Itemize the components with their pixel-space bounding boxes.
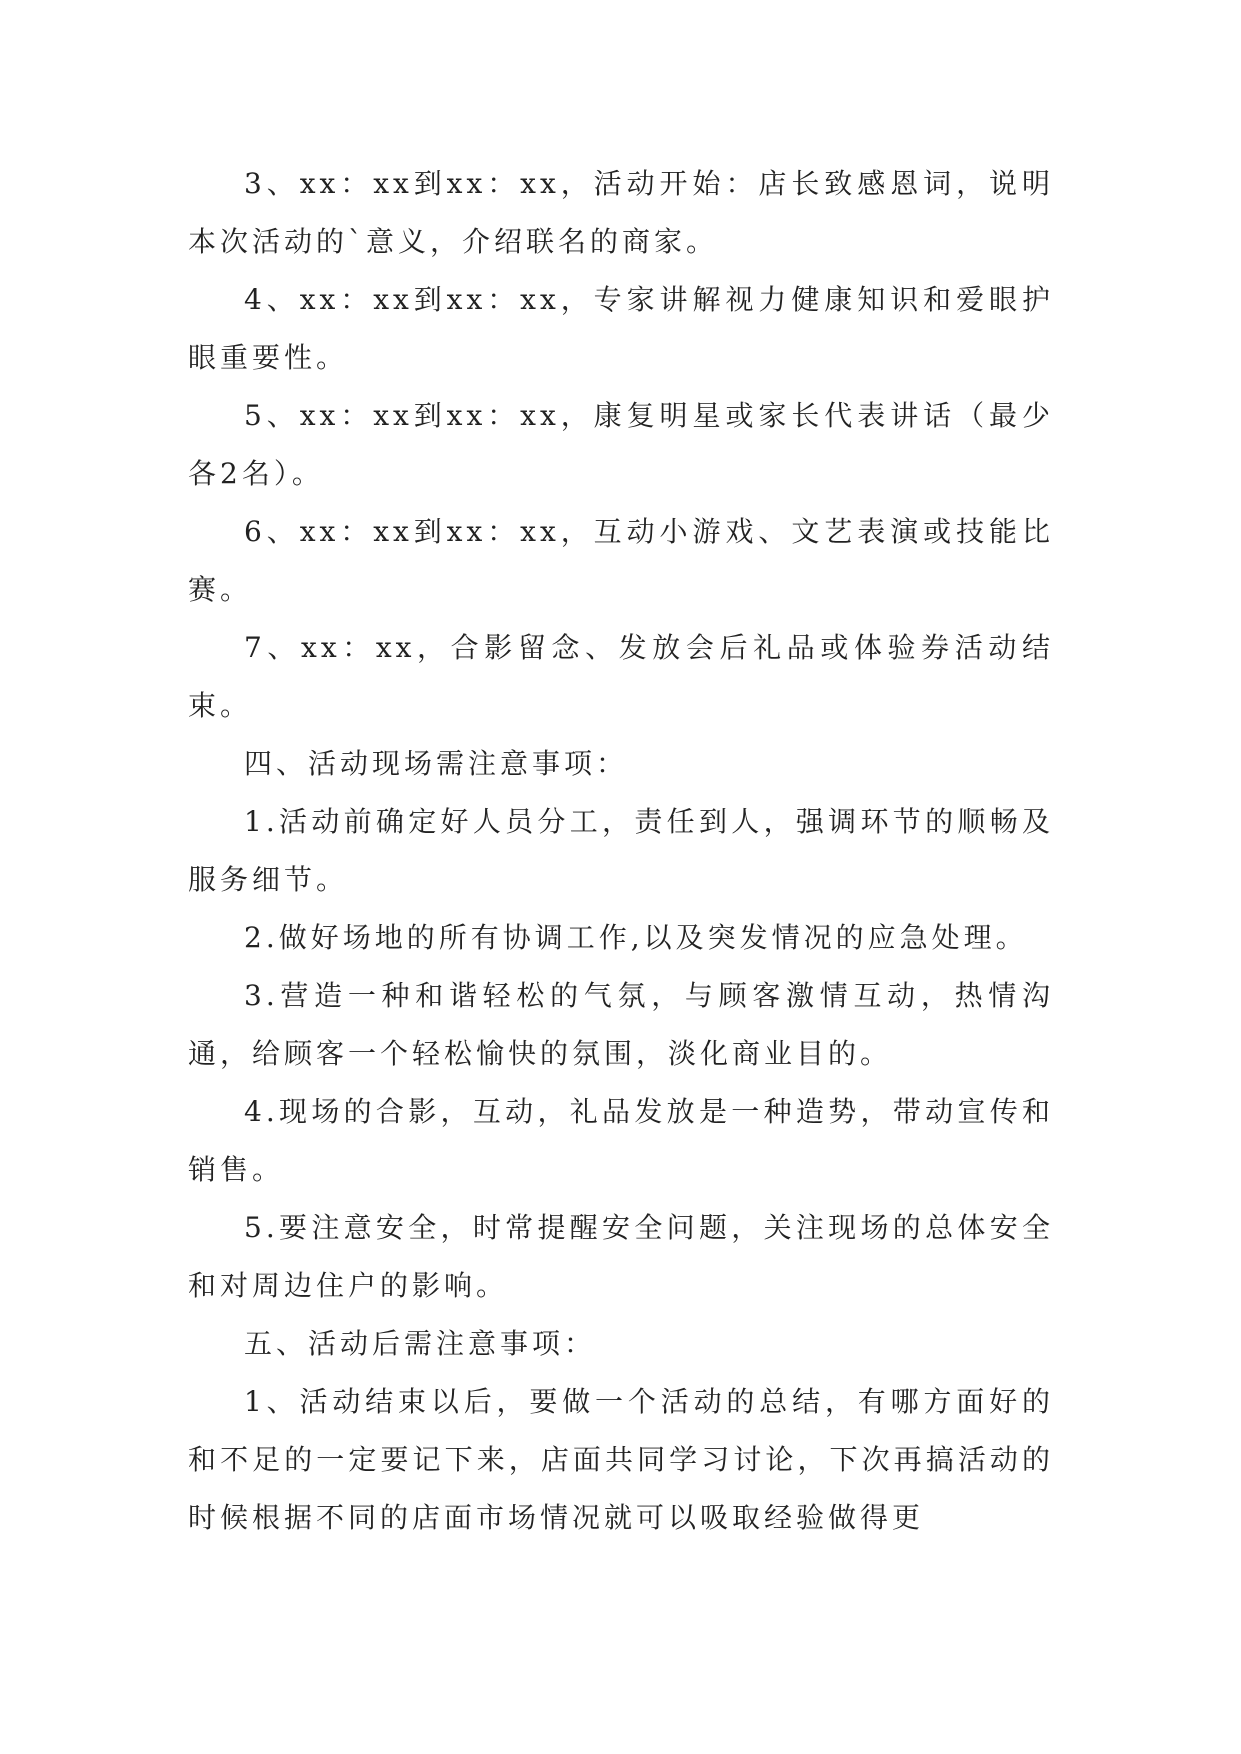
schedule-item-3: 3、xx：xx到xx：xx，活动开始：店长致感恩词，说明本次活动的`意义，介绍联名的商家。 xyxy=(188,167,1054,258)
onsite-note-2: 2.做好场地的所有协调工作,以及突发情况的应急处理。 xyxy=(244,921,1028,954)
schedule-item-6: 6、xx：xx到xx：xx，互动小游戏、文艺表演或技能比赛。 xyxy=(188,515,1054,606)
section-heading-4: 四、活动现场需注意事项： xyxy=(244,747,629,780)
section-heading-5: 五、活动后需注意事项： xyxy=(244,1327,597,1360)
onsite-note-1: 1.活动前确定好人员分工，责任到人，强调环节的顺畅及服务细节。 xyxy=(188,805,1054,896)
schedule-item-5: 5、xx：xx到xx：xx，康复明星或家长代表讲话（最少各2名）。 xyxy=(188,399,1054,490)
post-event-note-1: 1、活动结束以后，要做一个活动的总结，有哪方面好的和不足的一定要记下来，店面共同学习讨论，下次再搞活动的时候根据不同的店面市场情况就可以吸取经验做得更 xyxy=(188,1385,1054,1534)
onsite-note-4: 4.现场的合影，互动，礼品发放是一种造势，带动宣传和销售。 xyxy=(188,1095,1054,1186)
document-body xyxy=(188,155,1054,1547)
onsite-note-5: 5.要注意安全，时常提醒安全问题，关注现场的总体安全和对周边住户的影响。 xyxy=(188,1211,1054,1302)
schedule-item-4: 4、xx：xx到xx：xx，专家讲解视力健康知识和爱眼护眼重要性。 xyxy=(188,283,1054,374)
schedule-item-7: 7、xx：xx，合影留念、发放会后礼品或体验券活动结束。 xyxy=(188,631,1054,722)
onsite-note-3: 3.营造一种和谐轻松的气氛，与顾客激情互动，热情沟通，给顾客一个轻松愉快的氛围，淡化商业目的。 xyxy=(188,979,1054,1070)
